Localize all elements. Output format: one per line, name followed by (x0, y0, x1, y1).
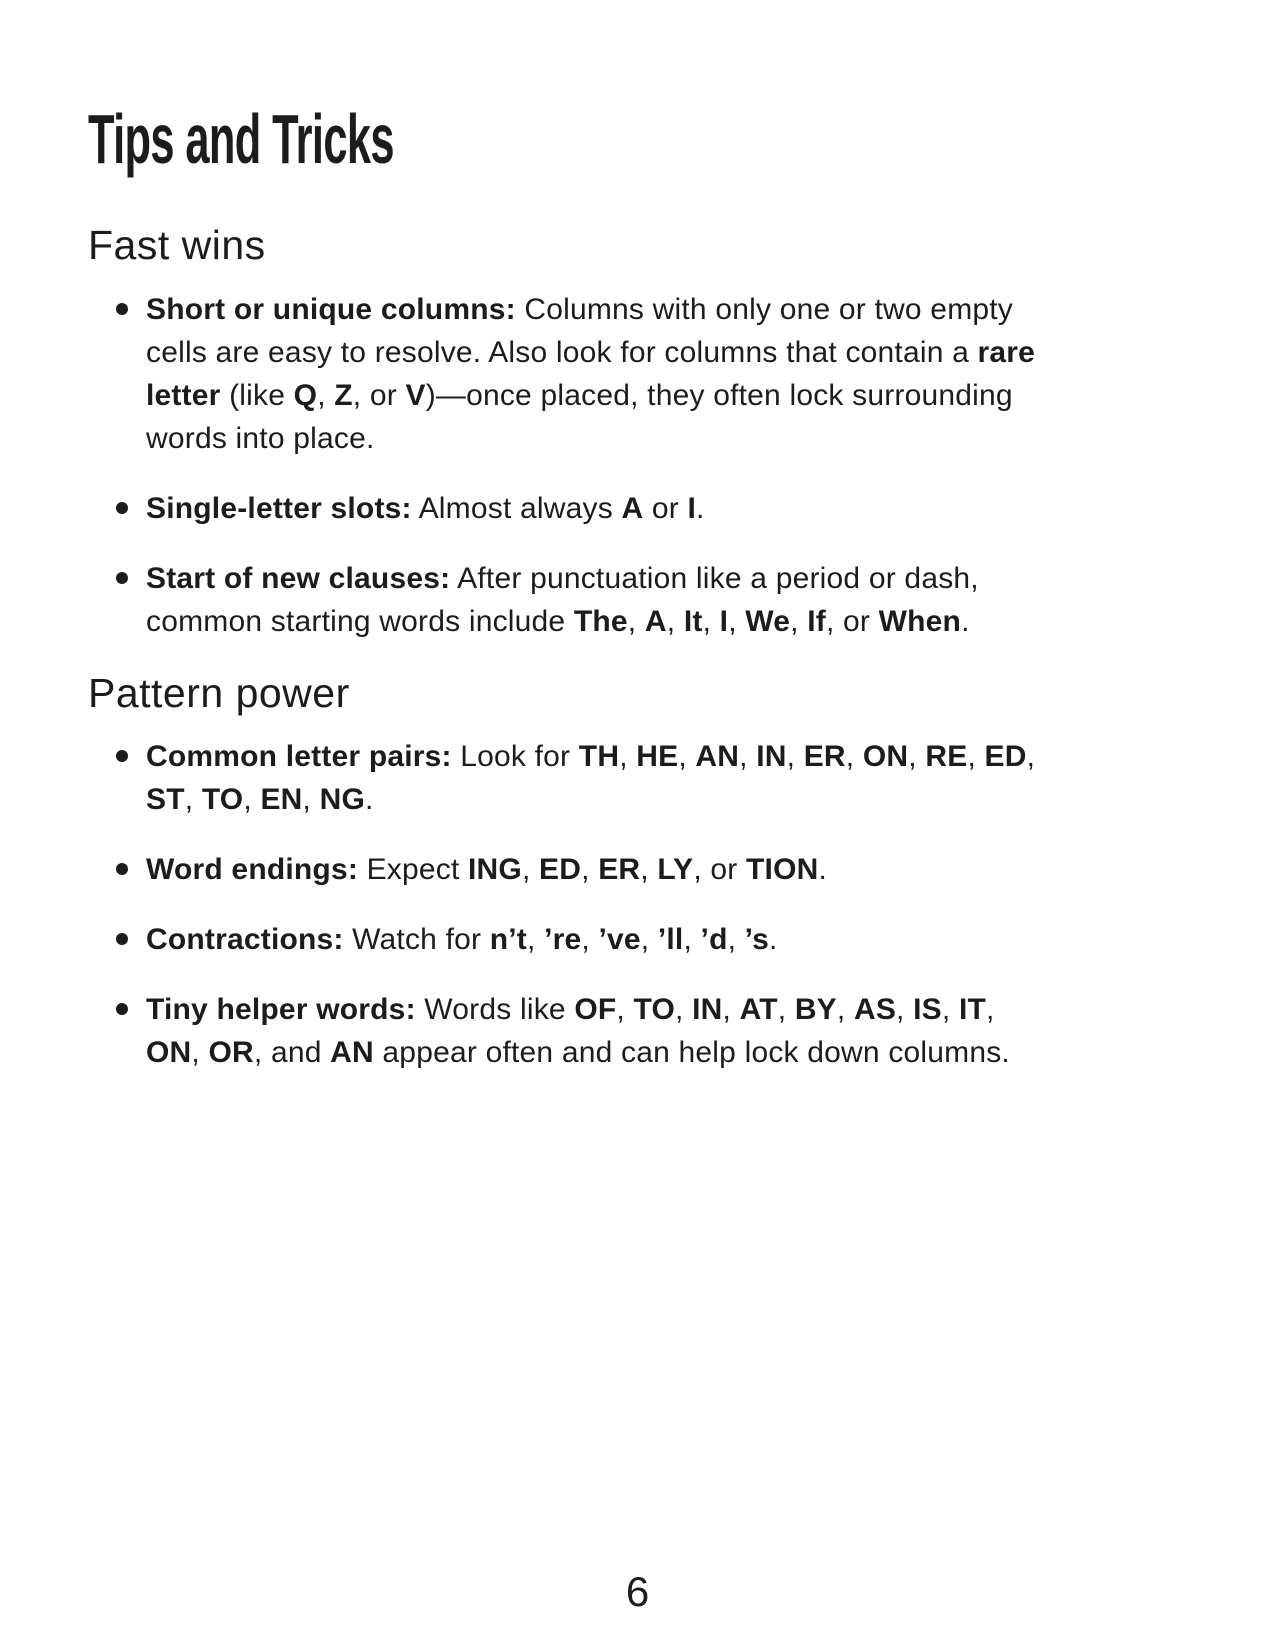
text-segment: Columns with only one or two empty cells are easy to resolve. Also look for columns that contain a (146, 292, 1014, 369)
text-segment: Almost always (411, 491, 622, 525)
text-segment: Tiny helper words: (146, 992, 416, 1026)
text-segment: Start of new clauses: (146, 561, 451, 595)
text-segment: , or (352, 378, 406, 412)
text-segment: ED (984, 739, 1027, 773)
text-segment: Watch for (343, 922, 490, 956)
text-segment: , (908, 739, 926, 773)
bullet-list-fast-wins (88, 288, 1053, 643)
bullet-item (88, 557, 1053, 643)
text-segment: TO (633, 992, 675, 1026)
page-title: Tips and Tricks (88, 100, 394, 178)
bullet-item (88, 918, 1053, 961)
text-segment: , (619, 739, 637, 773)
text-segment: It (683, 604, 703, 638)
text-segment: If (807, 604, 826, 638)
text-segment: A (621, 491, 644, 525)
text-segment: , (640, 922, 658, 956)
text-segment: , or (825, 604, 879, 638)
text-segment: I (719, 604, 729, 638)
text-segment: , (527, 922, 545, 956)
text-segment: Look for (451, 739, 579, 773)
text-segment: , (581, 922, 599, 956)
text-segment: Short or unique columns: (146, 292, 516, 326)
text-segment: , (722, 992, 740, 1026)
text-segment: , (986, 992, 995, 1026)
text-segment: Single-letter slots: (146, 491, 412, 525)
text-segment: V (405, 378, 426, 412)
text-segment: ’ll (657, 922, 684, 956)
bullet-item (88, 988, 1053, 1074)
text-segment: , (790, 604, 808, 638)
text-segment: ’d (700, 922, 728, 956)
text-segment: LY (657, 852, 694, 886)
text-segment: AN (330, 1035, 374, 1069)
text-segment: , (727, 922, 745, 956)
text-segment: appear often and can help lock down columns. (373, 1035, 1010, 1069)
text-segment: AS (853, 992, 897, 1026)
text-segment: TO (201, 782, 244, 816)
text-segment: )—once placed, they often lock surrounding words into place. (146, 378, 1013, 455)
text-segment: , (675, 992, 693, 1026)
text-segment: , (640, 852, 658, 886)
bullet-list-pattern-power (88, 735, 1053, 1074)
text-segment: , (581, 852, 599, 886)
text-segment: OF (574, 992, 617, 1026)
text-segment: , (683, 922, 701, 956)
text-segment: Common letter pairs: (146, 739, 452, 773)
text-segment: ’re (544, 922, 582, 956)
text-segment: IN (756, 739, 787, 773)
text-segment: ON (146, 1035, 192, 1069)
text-segment: , (521, 852, 540, 886)
text-segment: When (878, 604, 962, 638)
text-segment: ST (146, 782, 185, 816)
text-segment: , (702, 604, 720, 638)
text-segment: , (243, 782, 261, 816)
text-segment: ED (539, 852, 582, 886)
text-segment: HE (636, 739, 679, 773)
text-segment: rare letter (146, 335, 1036, 412)
text-segment: , (967, 739, 985, 773)
text-segment: IS (913, 992, 942, 1026)
bullet-item (88, 487, 1053, 530)
text-segment: . (696, 491, 705, 525)
section-fast-wins (88, 222, 1175, 642)
text-segment: We (745, 604, 791, 638)
text-segment: ER (803, 739, 846, 773)
section-pattern-power (88, 670, 1175, 1074)
text-segment: OR (208, 1035, 254, 1069)
bullet-item (88, 848, 1053, 891)
text-segment: NG (319, 782, 365, 816)
text-segment: , (777, 992, 795, 1026)
page-number: 6 (625, 1568, 650, 1615)
text-segment: , (896, 992, 914, 1026)
text-segment: , (302, 782, 320, 816)
text-segment: , (845, 739, 863, 773)
text-segment: , (184, 782, 202, 816)
text-segment: . (818, 852, 828, 886)
text-segment: , (941, 992, 959, 1026)
text-segment: , (836, 992, 854, 1026)
text-segment: ING (468, 852, 522, 886)
text-segment: TH (578, 739, 620, 773)
text-segment: , (191, 1035, 209, 1069)
text-segment: , (666, 604, 684, 638)
text-segment: . (365, 782, 374, 816)
text-segment: BY (794, 992, 837, 1026)
text-segment: , (616, 992, 634, 1026)
text-segment: AN (695, 739, 740, 773)
text-segment: (like (220, 378, 294, 412)
text-segment: , or (693, 852, 747, 886)
text-segment: IN (692, 992, 723, 1026)
text-segment: or (643, 491, 688, 525)
text-segment: AT (739, 992, 778, 1026)
text-segment: Z (334, 378, 353, 412)
text-segment: I (687, 491, 697, 525)
text-segment: EN (260, 782, 303, 816)
bullet-item (88, 735, 1053, 821)
text-segment: . (768, 922, 778, 956)
text-segment: , (627, 604, 645, 638)
text-segment: n’t (489, 922, 527, 956)
bullet-item (88, 288, 1053, 460)
text-segment: ’s (744, 922, 769, 956)
text-segment: , (678, 739, 696, 773)
section-heading-fast-wins: Fast wins (88, 222, 266, 269)
text-segment: Q (293, 378, 318, 412)
text-segment: ’ve (598, 922, 641, 956)
text-segment: ON (862, 739, 909, 773)
text-segment: Expect (358, 852, 469, 886)
text-segment: . (961, 604, 970, 638)
text-segment: , (317, 378, 335, 412)
text-segment: Contractions: (146, 922, 344, 956)
text-segment: IT (958, 992, 987, 1026)
text-segment: A (644, 604, 667, 638)
text-segment: The (573, 604, 628, 638)
text-segment: TION (746, 852, 819, 886)
text-segment: , (739, 739, 757, 773)
text-segment: , and (253, 1035, 331, 1069)
text-segment: Word endings: (146, 852, 359, 886)
text-segment: , (1026, 739, 1036, 773)
text-segment: RE (925, 739, 968, 773)
text-segment: ER (598, 852, 641, 886)
text-segment: Words like (415, 992, 575, 1026)
section-heading-pattern-power: Pattern power (88, 669, 350, 716)
text-segment: , (786, 739, 804, 773)
text-segment: After punctuation like a period or dash, common starting words include (146, 561, 979, 638)
text-segment: , (728, 604, 746, 638)
